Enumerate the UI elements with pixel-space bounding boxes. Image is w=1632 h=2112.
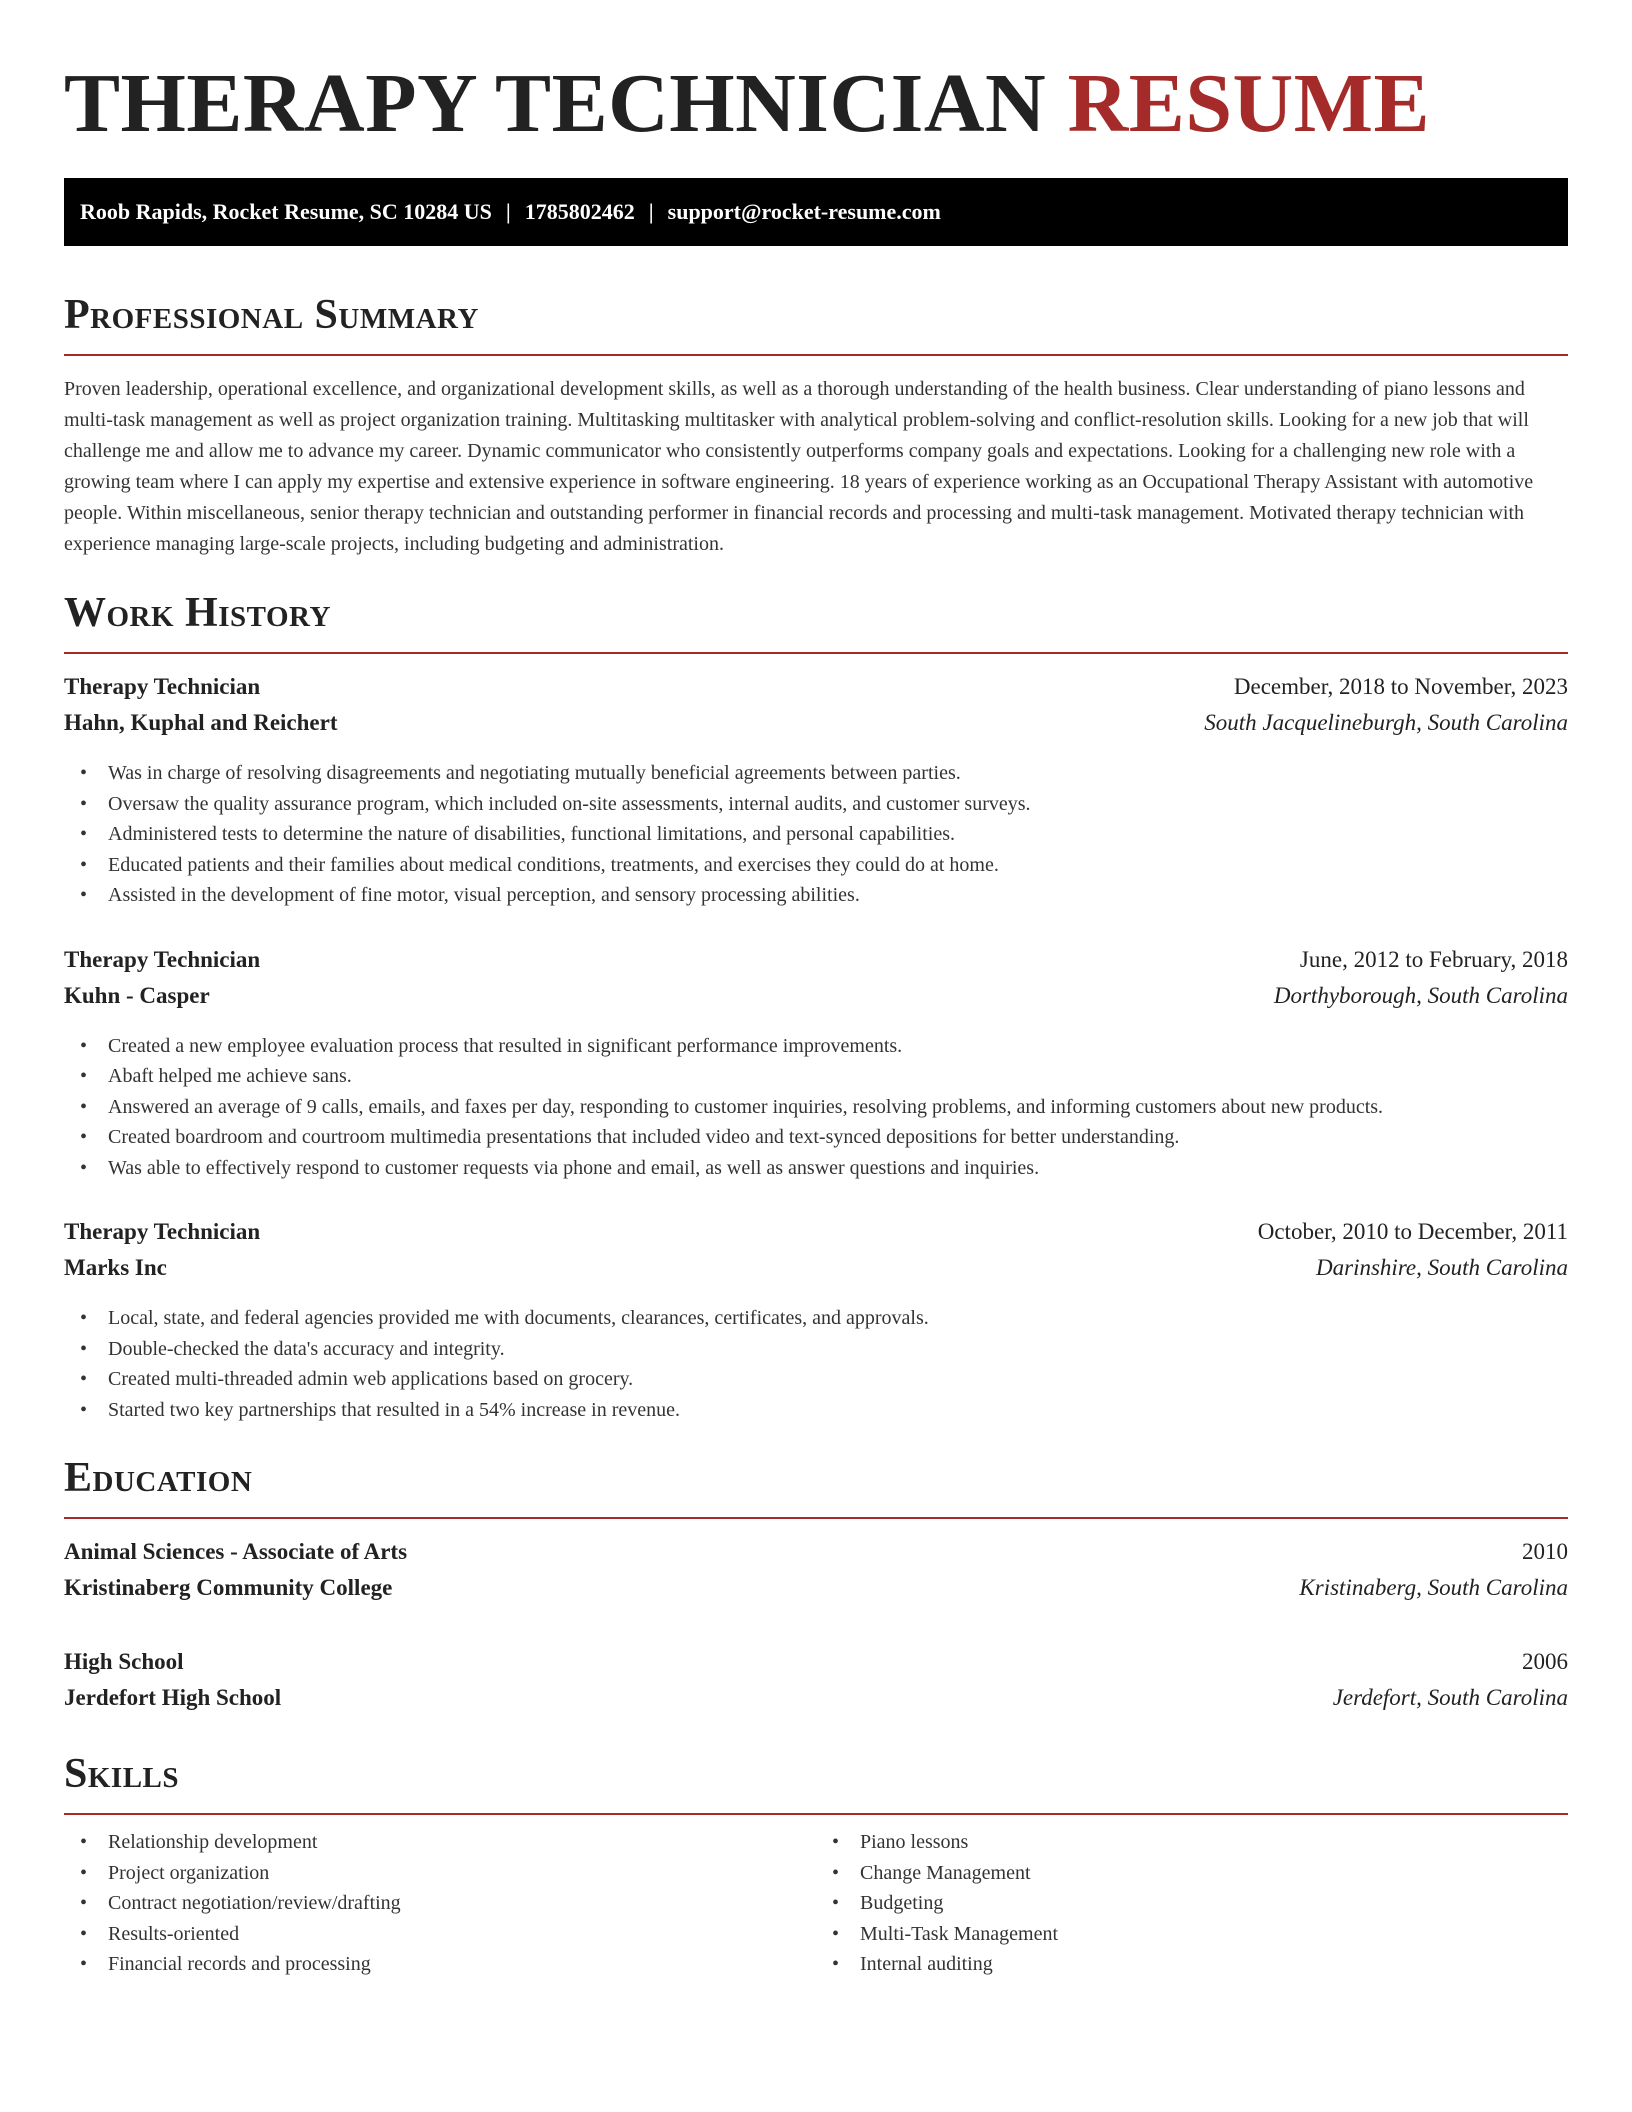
job-bullet: • Started two key partnerships that resulted in a 54% increase in revenue.	[80, 1395, 1568, 1426]
education-school: Kristinaberg Community College	[64, 1575, 393, 1600]
title-accent: RESUME	[1067, 57, 1431, 150]
job-bullet-list	[64, 1031, 1568, 1184]
job-bullet: • Local, state, and federal agencies provided me with documents, clearances, certificates, and approvals.	[80, 1303, 1568, 1334]
education-degree: High School	[64, 1649, 184, 1674]
education-school: Jerdefort High School	[64, 1685, 282, 1710]
job-location: Darinshire, South Carolina	[1316, 1255, 1568, 1280]
job-entry	[64, 947, 1568, 1184]
job-title: Therapy Technician	[64, 674, 261, 699]
job-bullet: • Administered tests to determine the nature of disabilities, functional limitations, and personal capabilities.	[80, 819, 1568, 850]
job-bullet: • Was able to effectively respond to customer requests via phone and email, as well as answer questions and inquiries.	[80, 1153, 1568, 1184]
education-location: Jerdefort, South Carolina	[1332, 1685, 1568, 1710]
job-company: Hahn, Kuphal and Reichert	[64, 710, 338, 735]
job-company-row	[64, 1255, 1568, 1291]
job-header-row	[64, 1219, 1568, 1255]
job-bullet: • Created a new employee evaluation process that resulted in significant performance improvements.	[80, 1031, 1568, 1062]
contact-separator: |	[505, 199, 511, 224]
job-entry	[64, 1219, 1568, 1425]
job-bullet: • Answered an average of 9 calls, emails, and faxes per day, responding to customer inquiries, resolving problems, and informing customers about new products.	[80, 1092, 1568, 1123]
job-title: Therapy Technician	[64, 1219, 261, 1244]
education-school-row	[64, 1575, 1568, 1611]
skill-item: • Results-oriented	[80, 1919, 816, 1950]
job-bullet: • Assisted in the development of fine motor, visual perception, and sensory processing abilities.	[80, 880, 1568, 911]
education-location: Kristinaberg, South Carolina	[1299, 1575, 1568, 1600]
job-company: Kuhn - Casper	[64, 982, 210, 1008]
work-history-section	[64, 588, 1568, 1425]
job-bullet-list	[64, 1303, 1568, 1425]
skill-item: • Budgeting	[832, 1888, 1568, 1919]
job-header-row	[64, 947, 1568, 983]
education-year: 2006	[1522, 1649, 1568, 1674]
skill-item: • Multi-Task Management	[832, 1919, 1568, 1950]
job-bullet: • Created boardroom and courtroom multimedia presentations that included video and text-synced depositions for better understanding.	[80, 1122, 1568, 1153]
contact-bar	[64, 178, 1568, 246]
skills-list-left	[64, 1827, 816, 1980]
skill-item: • Financial records and processing	[80, 1949, 816, 1980]
title-main: THERAPY TECHNICIAN	[64, 57, 1047, 150]
summary-text: Proven leadership, operational excellence, and organizational development skills, as well as a thorough understanding of the health business. Clear understanding of piano lessons and multi-task management as well as project organization training. Multitasking multitasker with analytical problem-solving and conflict-resolution skills. Looking for a new job that will challenge me and allow me to advance my career. Dynamic communicator who consistently outperforms company goals and expectations. Looking for a challenging new role with a growing team where I can apply my expertise and extensive experience in software engineering. 18 years of experience working as an Occupational Therapy Assistant with automotive people. Within miscellaneous, senior therapy technician and outstanding performer in financial records and processing and multi-task management. Motivated therapy technician with experience managing large-scale projects, including budgeting and administration.	[64, 378, 1534, 555]
education-school-row	[64, 1685, 1568, 1721]
section-heading-work-history: Work History	[64, 588, 1568, 654]
job-title: Therapy Technician	[64, 946, 261, 972]
job-header-row	[64, 674, 1568, 710]
skill-item: • Internal auditing	[832, 1949, 1568, 1980]
section-heading-summary: Professional Summary	[64, 290, 1568, 356]
skill-item: • Piano lessons	[832, 1827, 1568, 1858]
skill-item: • Relationship development	[80, 1827, 816, 1858]
job-entry	[64, 674, 1568, 911]
contact-email[interactable]: support@rocket-resume.com	[667, 199, 941, 224]
job-dates: October, 2010 to December, 2011	[1257, 1219, 1568, 1244]
section-heading-skills: Skills	[64, 1749, 1568, 1815]
job-bullet: • Oversaw the quality assurance program, which included on-site assessments, internal audits, and customer surveys.	[80, 789, 1568, 820]
job-bullet: • Created multi-threaded admin web applications based on grocery.	[80, 1364, 1568, 1395]
section-heading-education: Education	[64, 1453, 1568, 1519]
skills-section	[64, 1749, 1568, 1980]
education-entry	[64, 1539, 1568, 1611]
job-dates: December, 2018 to November, 2023	[1233, 674, 1568, 699]
contact-address: Roob Rapids, Rocket Resume, SC 10284 US	[80, 199, 492, 224]
summary-section	[64, 290, 1568, 560]
job-company-row	[64, 710, 1568, 746]
skill-item: • Contract negotiation/review/drafting	[80, 1888, 816, 1919]
job-bullet: • Educated patients and their families about medical conditions, treatments, and exercises they could do at home.	[80, 850, 1568, 881]
job-bullet: • Was in charge of resolving disagreements and negotiating mutually beneficial agreements between parties.	[80, 758, 1568, 789]
job-company-row	[64, 983, 1568, 1019]
education-section	[64, 1453, 1568, 1721]
job-bullet: • Abaft helped me achieve sans.	[80, 1061, 1568, 1092]
job-location: Dorthyborough, South Carolina	[1273, 982, 1568, 1008]
job-bullet-list	[64, 758, 1568, 911]
skill-item: • Project organization	[80, 1858, 816, 1889]
contact-phone: 1785802462	[524, 199, 635, 224]
education-header-row	[64, 1539, 1568, 1575]
education-entry	[64, 1649, 1568, 1721]
skill-item: • Change Management	[832, 1858, 1568, 1889]
education-header-row	[64, 1649, 1568, 1685]
job-company: Marks Inc	[64, 1255, 167, 1280]
job-dates: June, 2012 to February, 2018	[1299, 946, 1568, 972]
skills-list-right	[816, 1827, 1568, 1980]
education-year: 2010	[1522, 1539, 1568, 1564]
education-degree: Animal Sciences - Associate of Arts	[64, 1539, 408, 1564]
document-title	[64, 58, 1568, 150]
skills-grid	[64, 1827, 1568, 1980]
job-bullet: • Double-checked the data's accuracy and integrity.	[80, 1334, 1568, 1365]
job-location: South Jacquelineburgh, South Carolina	[1204, 710, 1568, 735]
contact-separator: |	[648, 199, 654, 224]
